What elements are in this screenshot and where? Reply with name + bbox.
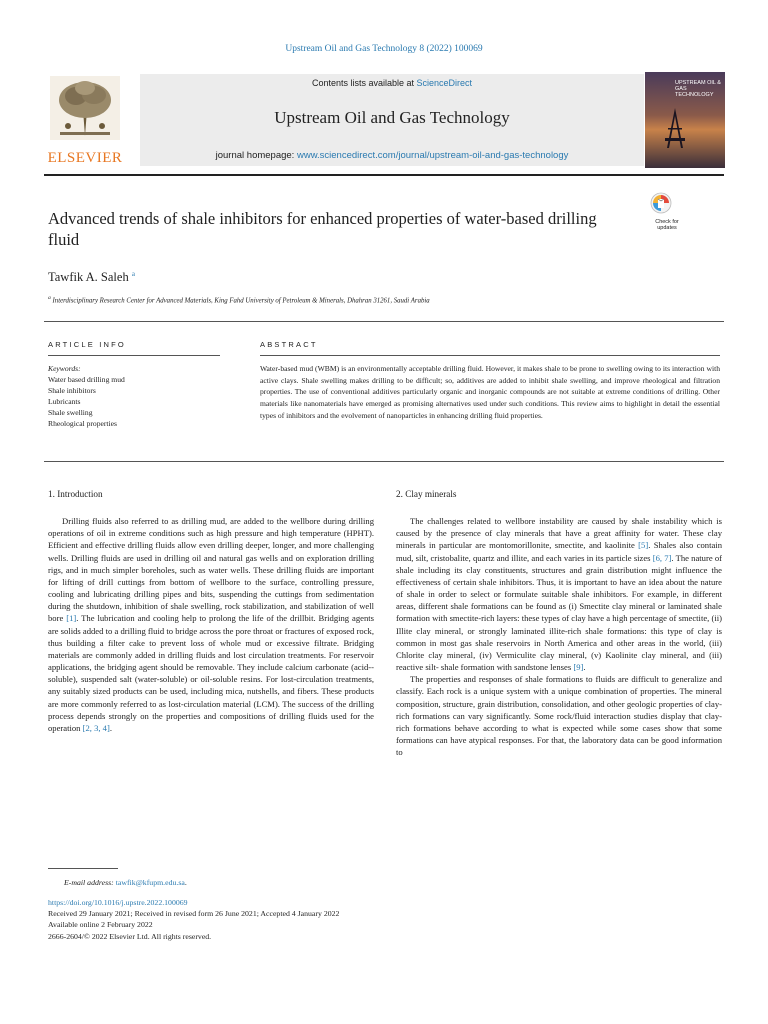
email-link[interactable]: tawfik@kfupm.edu.sa: [115, 878, 185, 887]
sciencedirect-link[interactable]: ScienceDirect: [416, 78, 473, 88]
email-end: .: [184, 878, 187, 887]
introduction-heading: 1. Introduction: [48, 489, 103, 499]
journal-reference[interactable]: Upstream Oil and Gas Technology 8 (2022) 100069: [285, 44, 483, 54]
citation-link[interactable]: [5]: [638, 540, 649, 551]
introduction-paragraph: [48, 515, 374, 734]
copyright: 2666-2604/© 2022 Elsevier Ltd. All rights reserved.: [48, 931, 212, 941]
citation-link[interactable]: [9]: [573, 662, 584, 673]
abstract-rule: [260, 355, 720, 356]
clay-minerals-heading: 2. Clay minerals: [396, 489, 457, 499]
email-label: E-mail address:: [64, 878, 114, 887]
citation-link[interactable]: [2, 3, 4]: [82, 722, 110, 733]
keyword-item: Rheological properties: [48, 419, 117, 428]
left-column: [48, 488, 374, 734]
affiliation-marker: a: [48, 295, 51, 301]
journal-title: Upstream Oil and Gas Technology: [274, 108, 510, 127]
check-for-updates-label: Check for updates: [655, 219, 679, 232]
paper-title: Advanced trends of shale inhibitors for enhanced properties of water-based drilling fluid: [48, 209, 597, 250]
author-text: Tawfik A. Saleh: [48, 270, 129, 285]
article-info-heading: ARTICLE INFO: [48, 340, 126, 349]
abstract-heading: ABSTRACT: [260, 340, 318, 349]
citation-link[interactable]: [1]: [66, 613, 77, 624]
cover-title: UPSTREAM OIL & GAS TECHNOLOGY: [675, 80, 721, 99]
keyword-item: Water based drilling mud: [48, 375, 125, 384]
clay-paragraph-1: [396, 515, 722, 673]
keywords-label: Keywords:: [48, 364, 81, 373]
received-dates: Received 29 January 2021; Received in revised form 26 June 2021; Accepted 4 January 2022: [48, 909, 340, 919]
intro-text-a: Drilling fluids also referred to as drilling mud, are added to the wellbore during drilling operations of oil in extreme conditions such as high pressure and high temperature (HPHT). Efficient and effective drilling fluids allow even drilling deeper, longer, and more challenging wells. Drilling fluids are used in drilling oil and natural gas wells and on exploration drilling rigs, and in much simpler boreholes, such as water wells. These drilling fluids are important for lifting of drill cuttings from bottom of wellbore to the surface, controlling pressure, cooling and lubricating drilling pipes and bits, suspending the cuttings from sedimentation during the shutdown, inhibition of shale swelling, rock stabilization, and stabilization of well bore: [48, 516, 374, 624]
homepage-line: [140, 150, 644, 161]
right-column: [396, 488, 722, 758]
clay-text-d: .: [583, 662, 586, 673]
keyword-item: Shale swelling: [48, 408, 93, 417]
abstract-text: Water-based mud (WBM) is an environmentally acceptable drilling fluid. However, it makes shale to be prone to swelling owing to its interaction with active clays. Shale swelling makes drilling to be difficult; so, additives are added to inhibit shale swelling, and improve rheological and filtration properties. The use of conventional additives particularly organic and inorganic compounds are not suitable at extreme conditions of drilling. Other materials like nanomaterials have emerged as promising alternatives used under such conditions. This review aims to highlight in detail the essential types of inhibitors and the evolvement of nanoparticles in enhancing drilling fluid properties.: [260, 364, 720, 420]
affiliation: [48, 295, 430, 304]
publisher-name: ELSEVIER: [47, 150, 123, 166]
journal-banner: [140, 74, 644, 166]
check-for-updates-button[interactable]: [650, 192, 684, 232]
affiliation-text: Interdisciplinary Research Center for Advanced Materials, King Fahd University of Petroleum & Minerals, Dhahran 31261, Saudi Arabia: [52, 297, 430, 305]
intro-text-c: .: [109, 722, 112, 733]
keywords-block: [48, 363, 125, 429]
keyword-item: Lubricants: [48, 397, 81, 406]
oil-rig-icon: [663, 108, 687, 148]
contents-line: [140, 78, 644, 88]
abstract-bottom-rule: [44, 461, 724, 462]
footer-info: [48, 897, 339, 942]
clay-paragraph-2: The properties and responses of shale formations to fluids are difficult to generalize and classify. Each rock is a unique system with a unique combination of properties. The mineral composition, structure, grain distribution, consolidation, and other geologic properties of clay-rich formations can vary significantly. Some rock/fluid interaction studies display that clay-rich formations behave according to what is expected while some cases show that some formations can have atypical responses. For that, the laboratory data can be good information to: [396, 674, 722, 758]
footnote-rule: [48, 868, 118, 869]
contents-prefix: Contents lists available at: [311, 78, 417, 88]
intro-text-b: . The lubrication and cooling help to prolong the life of the drillbit. Bridging agents are solids added to a drilling fluid to bridge across the pore throat or fractures of exposed rock, thus building a filter cake to prevent loss of whole mud or excessive filtrate. Bridging materials are commonly added in drilling fluids and lost circulation treatments. For reservoir applications, the bridging agent should be removable. They include calcium carbonate (acid--soluble), suspended salt (water-soluble) or oil-soluble resins. For lost-circulation treatments, any suitably sized products can be used, including mica, nutshells, and fibers. These products are more commonly referred to as lost-circulation material (LCM). The success of the drilling process depends strongly on the properties and compositions of drilling fluids used for the operation: [48, 613, 374, 733]
header-rule: [44, 174, 724, 176]
homepage-label: journal homepage:: [215, 150, 297, 161]
elsevier-tree-icon: [50, 76, 120, 140]
homepage-link[interactable]: www.sciencedirect.com/journal/upstream-oil-and-gas-technology: [296, 150, 569, 161]
article-info-rule: [48, 355, 220, 356]
clay-text-b: . Shales also contain mud, silt, cristobalite, quartz and illite, and each varies in its particle sizes: [396, 540, 722, 563]
clay-text-a: The challenges related to wellbore instability are caused by shale instability which is caused by the presence of clay minerals that have a great affinity for water. These clay minerals in particular are montomorillonite, smectite, and kaolinite: [396, 516, 722, 551]
journal-cover[interactable]: [645, 72, 725, 168]
available-online: Available online 2 February 2022: [48, 920, 153, 930]
keyword-item: Shale inhibitors: [48, 386, 96, 395]
email-footnote: [64, 878, 187, 887]
doi-link[interactable]: https://doi.org/10.1016/j.upstre.2022.100069: [48, 898, 188, 907]
journal-header: [44, 70, 644, 168]
author-affiliation-marker[interactable]: a: [131, 270, 135, 278]
check-for-updates-icon: [650, 192, 672, 214]
citation-link[interactable]: [6, 7]: [652, 552, 672, 563]
elsevier-logo[interactable]: [44, 70, 126, 168]
author-name[interactable]: [48, 270, 135, 285]
clay-text-c: . The nature of shale including its clay constituents, structures and grain distribution might influence the effectiveness of certain shale inhibitors. Thus, it is important to have an idea about the nature of shale in order to select or formulate suitable shale inhibitors. For example, in different areas, different shale formations can be found as (i) Smectite clay mineral or laminated shale formation with smectite-rich layers: these types of clay have a high percentage of smectite, (ii) Illite clay mineral, or strongly laminated illite-rich shale formations: this type of clay is common in most gas shale reservoirs in North America and other areas in the world, (iii) Chlorite clay mineral, (iv) Vermiculite clay mineral, (v) Kaolinite clay mineral, and (iii) reactive silt- shale formation with sandstone lenses: [396, 552, 722, 673]
affiliation-rule: [44, 321, 724, 322]
